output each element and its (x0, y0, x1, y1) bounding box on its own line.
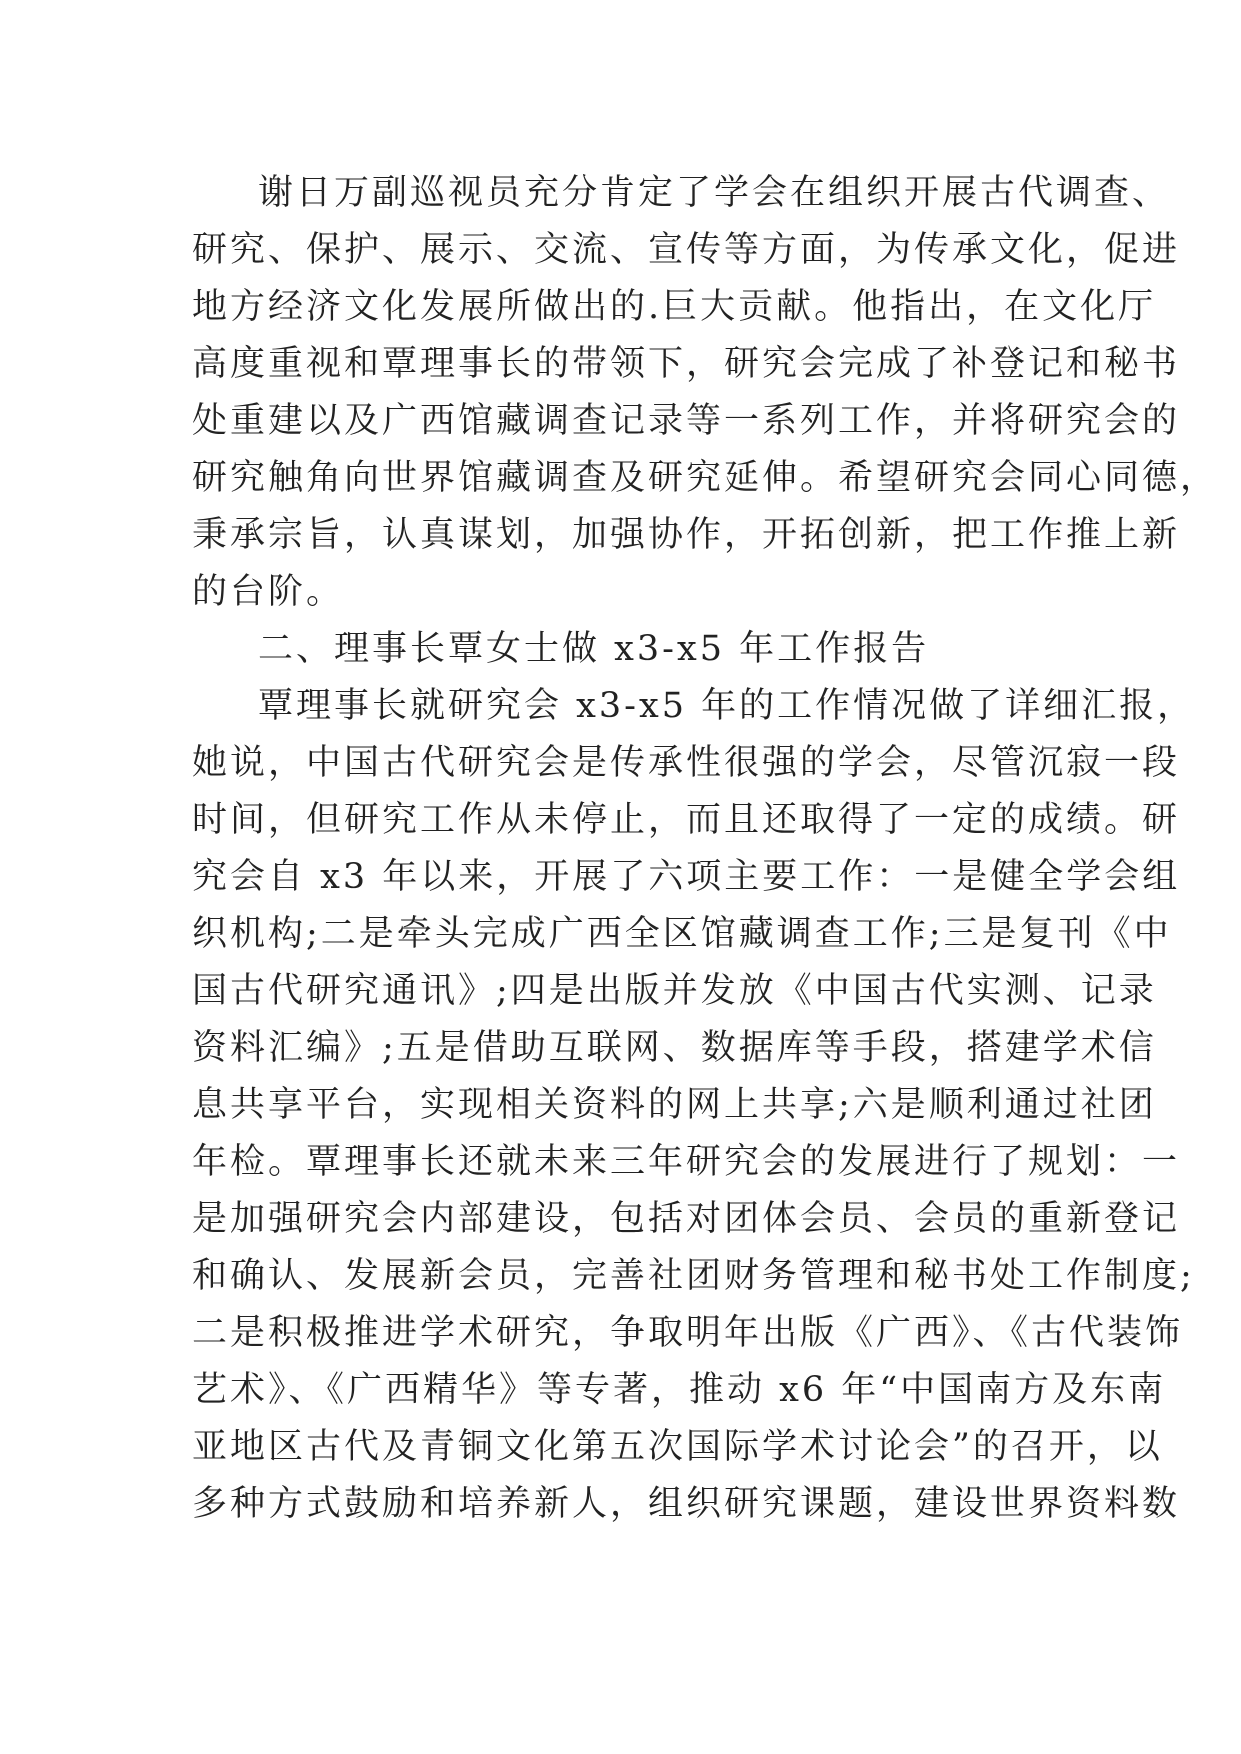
text-line: 究会自 x3 年以来，开展了六项主要工作：一是健全学会组 (192, 857, 1181, 897)
text-line: 研究触角向世界馆藏调查及研究延伸。希望研究会同心同德， (192, 458, 1219, 498)
text-line: 艺术》、《广西精华》等专著，推动 x6 年“中国南方及东南 (192, 1370, 1167, 1410)
text-line: 年检。覃理事长还就未来三年研究会的发展进行了规划：一 (192, 1142, 1181, 1182)
text-line: 二、理事长覃女士做 x3-x5 年工作报告 (258, 629, 930, 669)
text-line: 织机构;二是牵头完成广西全区馆藏调查工作;三是复刊《中 (192, 914, 1172, 954)
text-line: 多种方式鼓励和培养新人，组织研究课题，建设世界资料数 (192, 1484, 1181, 1524)
text-line: 息共享平台，实现相关资料的网上共享;六是顺利通过社团 (192, 1085, 1157, 1125)
text-line: 研究、保护、展示、交流、宣传等方面，为传承文化，促进 (192, 230, 1181, 270)
text-line: 二是积极推进学术研究，争取明年出版《广西》、《古代装饰 (192, 1313, 1184, 1353)
text-line: 资料汇编》;五是借助互联网、数据库等手段，搭建学术信 (192, 1028, 1157, 1068)
text-line: 覃理事长就研究会 x3-x5 年的工作情况做了详细汇报， (258, 686, 1196, 726)
text-line: 国古代研究通讯》;四是出版并发放《中国古代实测、记录 (192, 971, 1157, 1011)
text-line: 她说，中国古代研究会是传承性很强的学会，尽管沉寂一段 (192, 743, 1181, 783)
text-line: 亚地区古代及青铜文化第五次国际学术讨论会”的召开，以 (192, 1427, 1163, 1467)
document-body (192, 165, 1219, 1533)
text-line: 谢日万副巡视员充分肯定了学会在组织开展古代调查、 (258, 173, 1171, 213)
text-line: 高度重视和覃理事长的带领下，研究会完成了补登记和秘书 (192, 344, 1181, 384)
text-line: 处重建以及广西馆藏调查记录等一系列工作，并将研究会的 (192, 401, 1181, 441)
text-line: 时间，但研究工作从未停止，而且还取得了一定的成绩。研 (192, 800, 1181, 840)
text-line: 地方经济文化发展所做出的.巨大贡献。他指出，在文化厅 (192, 287, 1157, 327)
text-line: 是加强研究会内部建设，包括对团体会员、会员的重新登记 (192, 1199, 1181, 1239)
text-line: 和确认、发展新会员，完善社团财务管理和秘书处工作制度; (192, 1256, 1195, 1296)
text-line: 秉承宗旨，认真谋划，加强协作，开拓创新，把工作推上新 (192, 515, 1181, 555)
text-line: 的台阶。 (192, 572, 345, 612)
